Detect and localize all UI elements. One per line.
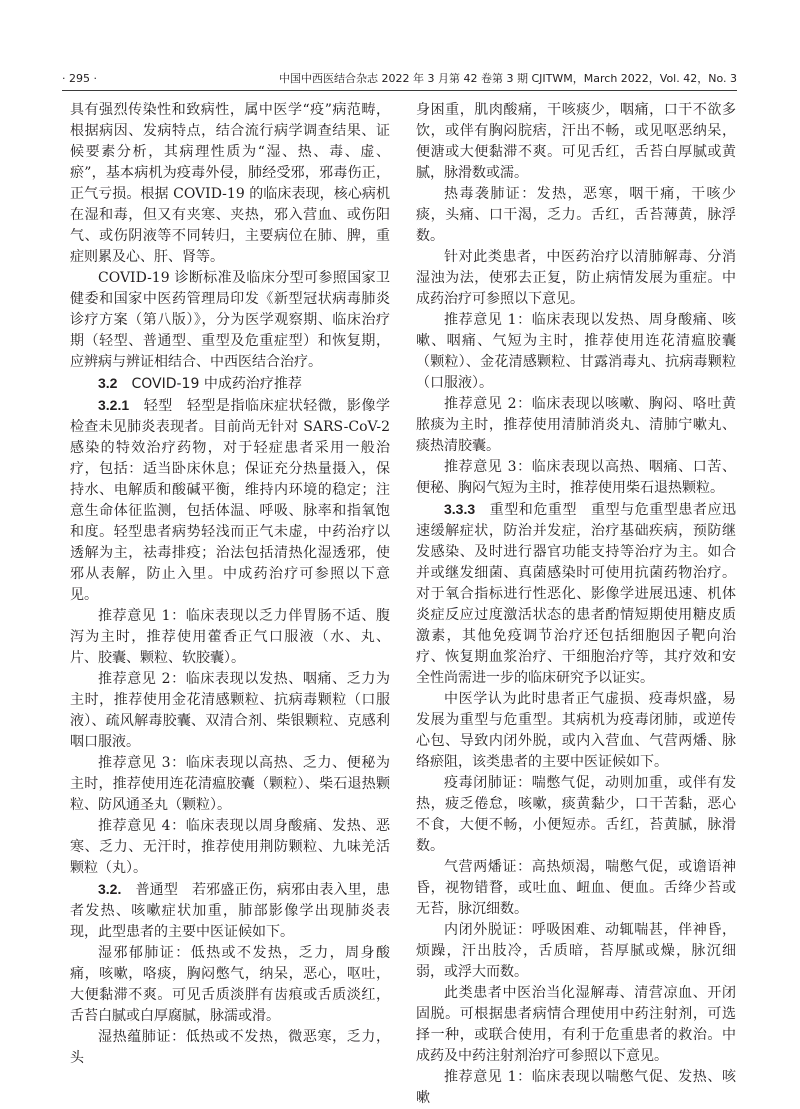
- paragraph: [70, 268, 390, 373]
- paragraph: [416, 773, 736, 857]
- paragraph: [416, 1067, 736, 1109]
- paragraph: [416, 184, 736, 247]
- paragraph-text: 湿邪郁肺证：低热或不发热，乏力，周身酸痛，咳嗽，咯痰，胸闷憋气，纳呆，恶心，呕吐，大便黏滞不爽。可见舌质淡胖有齿痕或舌质淡红，舌苔白腻或白厚腐腻，脉濡或滑。: [70, 945, 390, 1024]
- paragraph-text: 此类患者中医治当化湿解毒、清营凉血、开闭固脱。可根据患者病情合理使用中药注射剂，可选择一种，或联合使用，有利于危重患者的救治。中成药及中药注射剂治疗可参照以下意见。: [416, 985, 736, 1064]
- paragraph: [416, 857, 736, 920]
- paragraph-text: 中医学认为此时患者正气虚损、疫毒炽盛，易发展为重型与危重型。其病机为疫毒闭肺，或逆传心包、导致内闭外脱，或内入营血、气营两燔、脉络瘀阻，该类患者的主要中医证候如下。: [416, 691, 736, 770]
- paragraph-text: 湿热蕴肺证：低热或不发热，微恶寒，乏力，头: [70, 1029, 390, 1066]
- subsection-paragraph: [416, 499, 736, 689]
- subsection-paragraph: [70, 879, 390, 943]
- right-column: [416, 100, 737, 1106]
- paragraph-text: 推荐意见 4：临床表现以周身酸痛、发热、恶寒、乏力、无汗时，推荐使用荆防颗粒、九味羌活颗粒（丸）。: [70, 818, 390, 876]
- paragraph: [70, 943, 390, 1027]
- paragraph-text: 内闭外脱证：呼吸困难、动辄喘甚，伴神昏，烦躁，汗出肢冷，舌质暗，苔厚腻或燥，脉沉细弱，或浮大而数。: [416, 922, 736, 980]
- paragraph-text: 推荐意见 1：临床表现以喘憋气促、发热、咳嗽: [416, 1069, 736, 1106]
- section-title: COVID-19 中成药治疗推荐: [131, 376, 302, 392]
- section-number: 3.3.3: [444, 501, 476, 517]
- section-heading: [70, 373, 390, 395]
- paragraph-text: 推荐意见 2：临床表现以发热、咽痛、乏力为主时，推荐使用金花清感颗粒、抗病毒颗粒（口服液）、疏风解毒胶囊、双清合剂、柴银颗粒、克感利咽口服液。: [70, 671, 390, 750]
- section-title: 普通型: [135, 882, 178, 898]
- paragraph: [70, 753, 390, 816]
- page-number: · 295 ·: [62, 72, 97, 85]
- section-number: 3.2.: [98, 881, 122, 897]
- paragraph-text: 推荐意见 3：临床表现以高热、乏力、便秘为主时，推荐使用连花清瘟胶囊（颗粒）、柴石退热颗粒、防风通圣丸（颗粒）。: [70, 755, 390, 813]
- section-number: 3.2: [98, 375, 118, 391]
- paragraph: [70, 606, 390, 669]
- paragraph-text: 若邪盛正伤，病邪由表入里，患者发热、咳嗽症状加重，肺部影像学出现肺炎表现，此型患者的主要中医证候如下。: [70, 882, 391, 940]
- paragraph: [70, 816, 390, 879]
- paragraph: [416, 247, 736, 310]
- paragraph-text: 推荐意见 3：临床表现以高热、咽痛、口苦、便秘、胸闷气短为主时，推荐使用柴石退热颗粒。: [416, 459, 736, 496]
- paragraph-text: 气营两燔证：高热烦渴，喘憋气促，或谵语神昏，视物错瞀，或吐血、衄血、便血。舌绛少苔或无苔，脉沉细数。: [416, 859, 736, 917]
- paragraph: [70, 669, 390, 753]
- paragraph: [416, 983, 736, 1067]
- paragraph: [70, 1027, 390, 1069]
- paragraph: [416, 920, 736, 983]
- running-header: [62, 70, 737, 91]
- section-number: 3.2.1: [98, 397, 130, 413]
- paragraph-text: 轻型是指临床症状轻微，影像学检查未见肺炎表现者。目前尚无针对 SARS-CoV-2 感染的特效治疗药物，对于轻症患者采用一般治疗，包括：适当卧床休息；保证充分热量摄入，保持水、电解质和酸碱平衡，维持内环境的稳定；注意生命体征监测，包括体温、呼吸、脉率和指氧饱和度。轻型患者病势轻浅而正气未虚，中药治疗以透解为主，祛毒排疫；治法包括清热化湿透邪，使邪从表解，防止入里。中成药治疗可参照以下意见。: [70, 398, 391, 603]
- subsection-paragraph: [70, 395, 390, 606]
- paragraph-text: 身困重，肌肉酸痛，干咳痰少，咽痛，口干不欲多饮，或伴有胸闷脘痞，汗出不畅，或见呕恶纳呆，便溏或大便黏滞不爽。可见舌红，舌苔白厚腻或黄腻，脉滑数或濡。: [416, 102, 736, 181]
- paragraph-text: COVID-19 诊断标准及临床分型可参照国家卫健委和国家中医药管理局印发《新型冠状病毒肺炎诊疗方案（第八版）》，分为医学观察期、临床治疗期（轻型、普通型、重型及危重症型）和恢复期，应辨病与辨证相结合、中西医结合治疗。: [70, 270, 390, 370]
- left-column: [70, 100, 390, 1068]
- section-title: 轻型: [143, 398, 173, 414]
- paragraph-text: 推荐意见 1：临床表现以发热、周身酸痛、咳嗽、咽痛、气短为主时，推荐使用连花清瘟胶囊（颗粒）、金花清感颗粒、甘露消毒丸、抗病毒颗粒（口服液）。: [416, 312, 736, 391]
- paragraph-text: 推荐意见 1：临床表现以乏力伴胃肠不适、腹泻为主时，推荐使用藿香正气口服液（水、丸、片、胶囊、颗粒、软胶囊）。: [70, 608, 390, 666]
- paragraph-text: 疫毒闭肺证：喘憋气促，动则加重，或伴有发热，疲乏倦怠，咳嗽，痰黄黏少，口干苦黏，恶心不食，大便不畅，小便短赤。舌红，苔黄腻，脉滑数。: [416, 775, 736, 854]
- section-title: 重型和危重型: [489, 502, 578, 518]
- paragraph-text: 重型与危重型患者应迅速缓解症状，防治并发症，治疗基础疾病，预防继发感染、及时进行器官功能支持等治疗为主。如合并或继发细菌、真菌感染时可使用抗菌药物治疗。对于氧合指标进行性恶化、影像学进展迅速、机体炎症反应过度激活状态的患者酌情短期使用糖皮质激素，其他免疫调节治疗还包括细胞因子靶向治疗、恢复期血浆治疗、干细胞治疗等，其疗效和安全性尚需进一步的临床研究予以证实。: [416, 502, 737, 686]
- journal-citation: 中国中西医结合杂志 2022 年 3 月第 42 卷第 3 期 CJITWM，March 2022，Vol. 42，No. 3: [279, 72, 737, 85]
- paragraph: [416, 457, 736, 499]
- paragraph-text: 推荐意见 2：临床表现以咳嗽、胸闷、咯吐黄脓痰为主时，推荐使用清肺消炎丸、清肺宁嗽丸、痰热清胶囊。: [416, 396, 736, 454]
- paragraph-continued: [70, 100, 390, 268]
- paragraph-text: 具有强烈传染性和致病性，属中医学“疫”病范畴，根据病因、发病特点，结合流行病学调查结果、证候要素分析，其病理性质为“湿、热、毒、虚、瘀”，基本病机为疫毒外侵，肺经受邪，邪毒伤正，正气亏损。根据 COVID-19 的临床表现，核心病机在湿和毒，但又有夹寒、夹热，邪入营血、或伤阳气、或伤阴液等不同转归，主要病位在肺、脾，重症则累及心、肝、肾等。: [70, 102, 390, 265]
- paragraph: [416, 310, 736, 394]
- paragraph-text: 热毒袭肺证：发热，恶寒，咽干痛，干咳少痰，头痛、口干渴，乏力。舌红，舌苔薄黄，脉浮数。: [416, 186, 736, 244]
- paragraph-continued: [416, 100, 736, 184]
- paragraph: [416, 689, 736, 773]
- paragraph: [416, 394, 736, 457]
- paragraph-text: 针对此类患者，中医药治疗以清肺解毒、分消湿浊为法，使邪去正复，防止病情发展为重症。中成药治疗可参照以下意见。: [416, 249, 736, 307]
